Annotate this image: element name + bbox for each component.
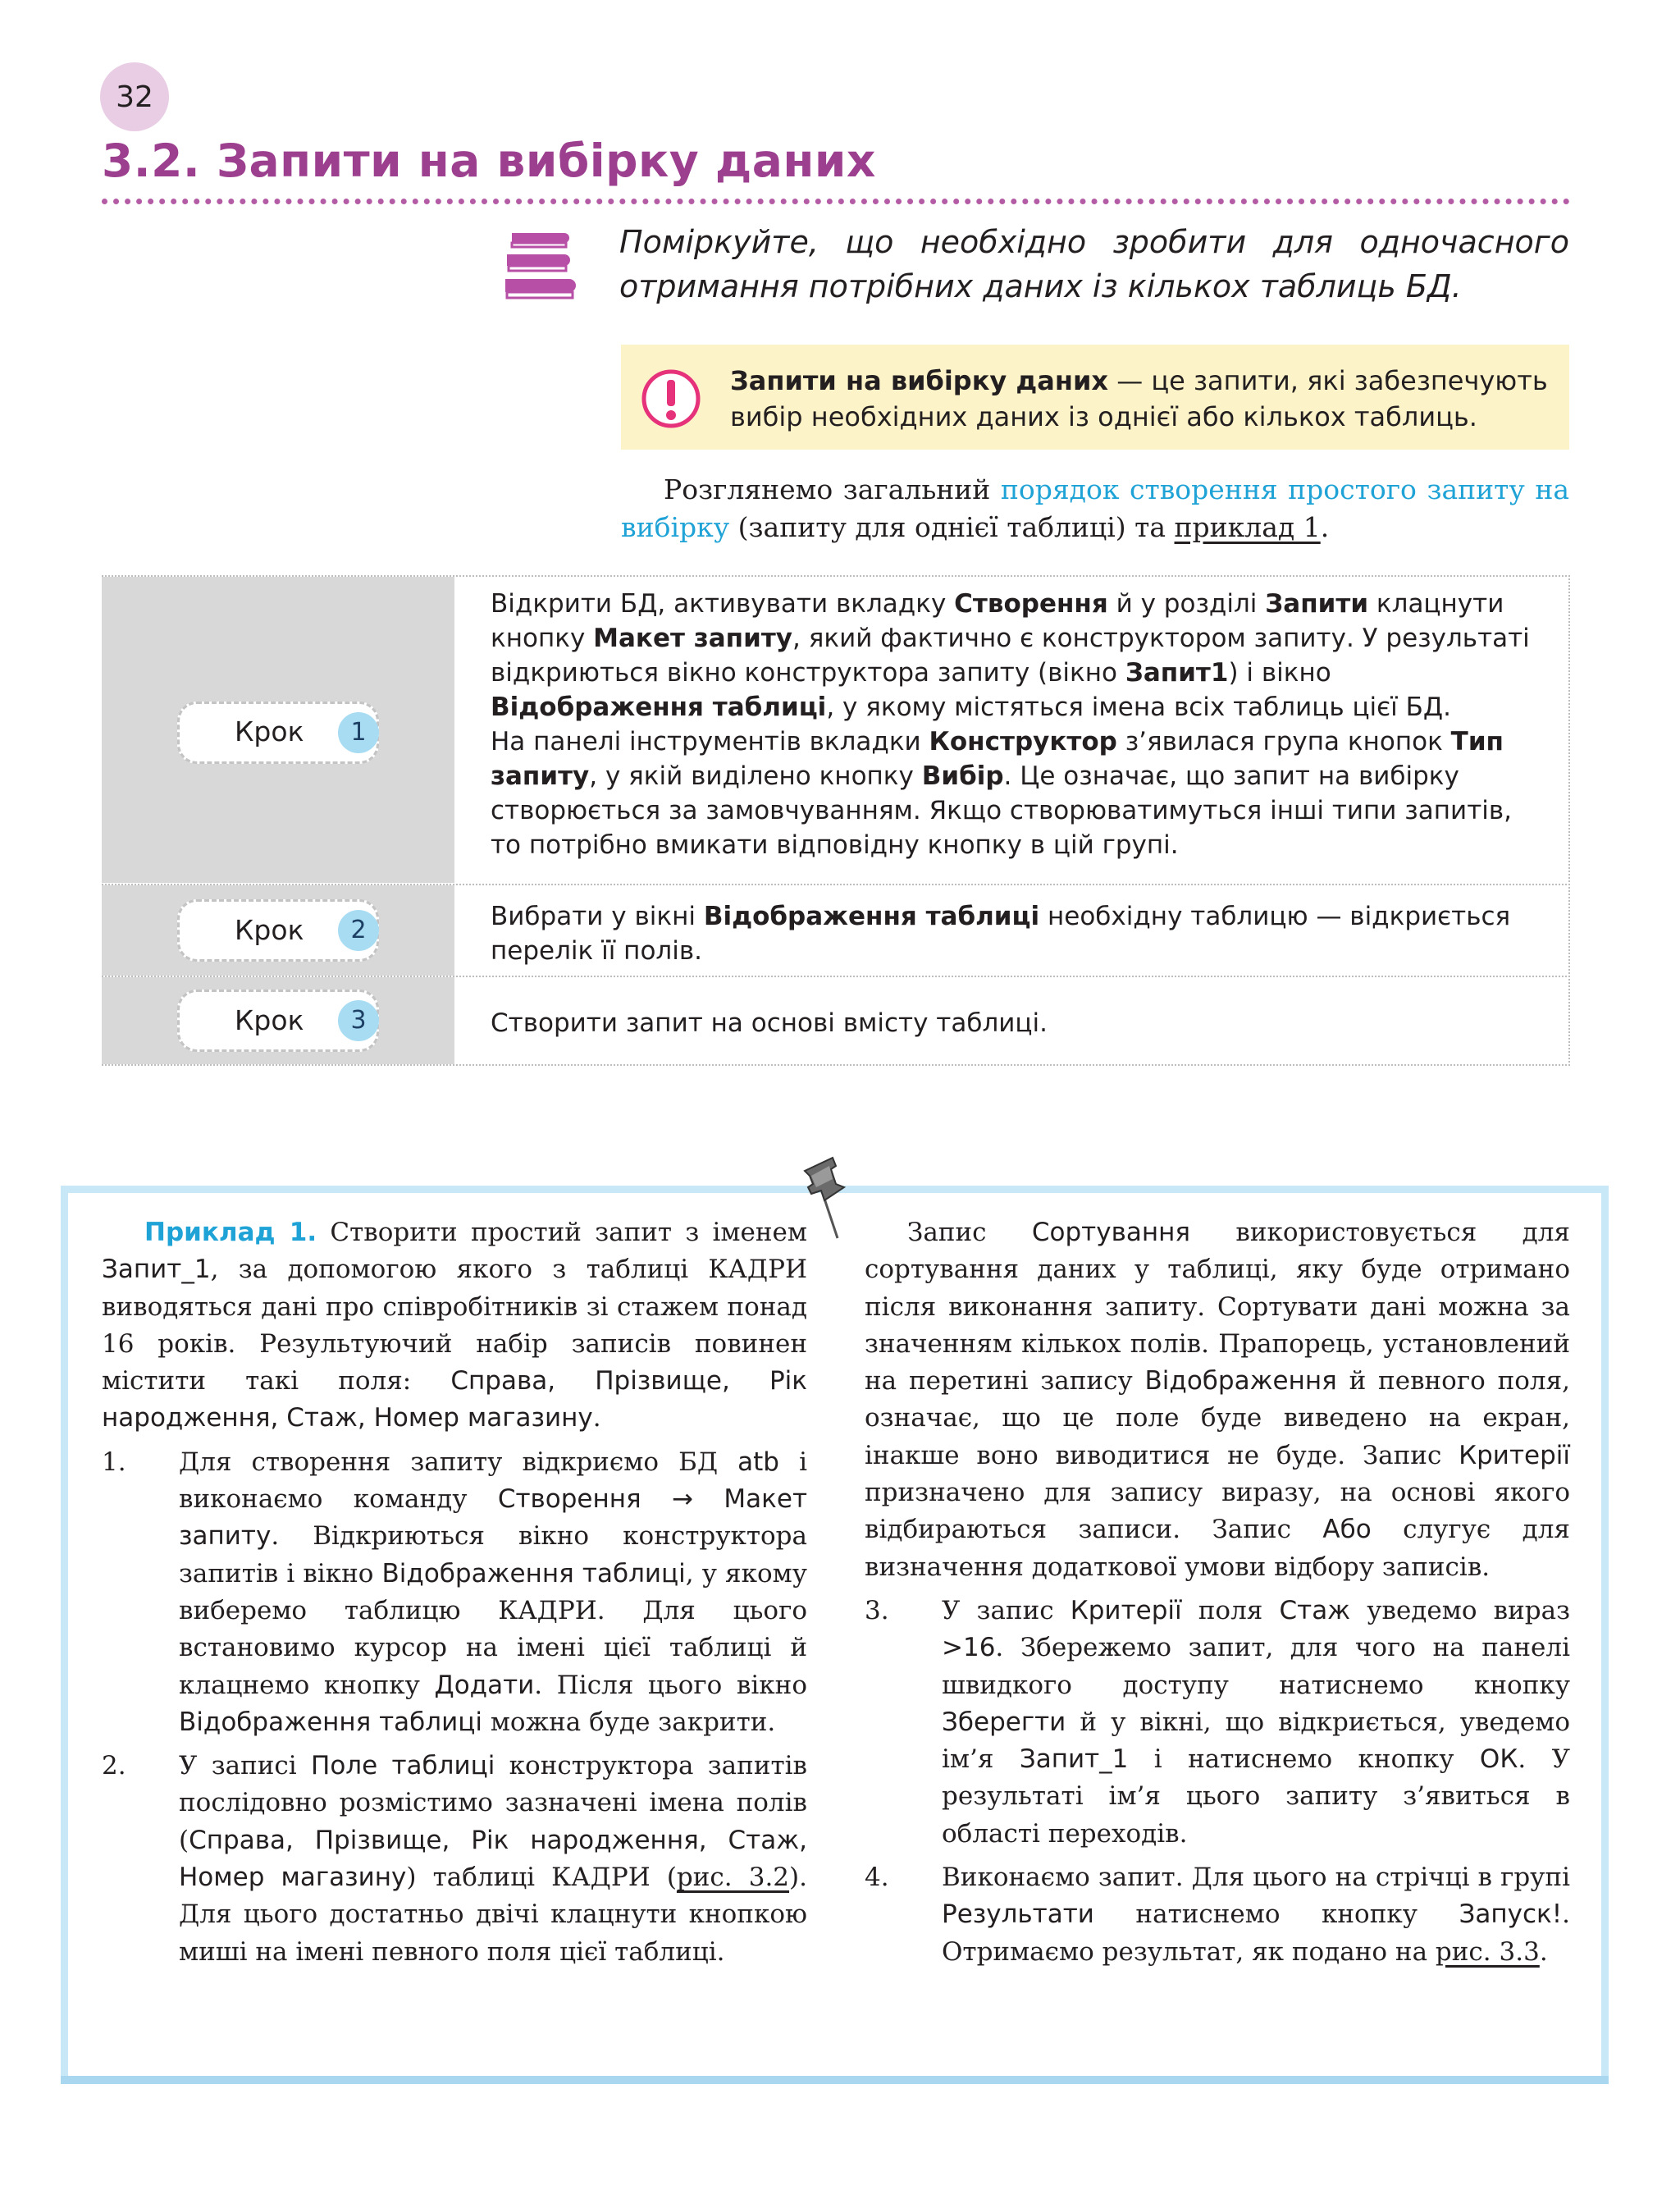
list-item-text — [179, 1748, 807, 1971]
list-item-text — [179, 1444, 807, 1741]
text-run: й у вікні, що відкриється, уведемо ім’я — [942, 1707, 1570, 1775]
step-2-text — [454, 889, 1570, 968]
text-run: й у розділі — [1107, 589, 1266, 619]
list-item-number: 1. — [102, 1447, 126, 1477]
text-run: використовується для сортування даних у таблиці, яку буде отримано після виконання запиту. Сортувати дані можна за значенням кількох полів. Прапорець, установлений на перетині запису — [865, 1218, 1570, 1396]
text-run: У запис — [942, 1595, 1071, 1625]
text-run: . Отримаємо результат, як подано на — [942, 1899, 1570, 1967]
text-run: натиснемо кнопку — [1093, 1899, 1459, 1930]
step-1-text — [454, 577, 1570, 862]
definition-term: Запити на вибірку даних — [730, 365, 1109, 396]
text-run: клацнути кнопку — [491, 589, 1504, 653]
text-run: У записі — [179, 1751, 312, 1781]
text-run: ОК — [1479, 1744, 1518, 1775]
text-run: Критерії — [1070, 1595, 1182, 1625]
text-run: , у якій виділено кнопку — [589, 761, 922, 791]
text-run: Критерії — [1459, 1440, 1570, 1470]
pushpin-icon — [800, 1151, 857, 1241]
text-run: Або — [1322, 1515, 1372, 1545]
text-run: . Після цього вікно — [534, 1670, 807, 1700]
text-run: Сортування — [1031, 1218, 1191, 1247]
list-item-number: 4. — [865, 1863, 889, 1893]
text-run: можна буде закрити. — [482, 1707, 776, 1737]
text-run: Запис — [907, 1218, 1032, 1247]
intro-text-middle: (запиту для однієї таблиці) та — [729, 511, 1175, 543]
text-run: Результати — [942, 1899, 1094, 1930]
example-intro — [102, 1214, 807, 1438]
list-item — [865, 1859, 1570, 1971]
text-run: Виконаємо запит. Для цього на стрічці в групі — [942, 1863, 1570, 1893]
text-run: з’явилася група кнопок — [1116, 727, 1451, 757]
text-run: Відображення таблиці — [703, 902, 1040, 931]
text-run: На панелі інструментів вкладки — [491, 727, 929, 757]
example-label: Приклад 1. — [144, 1218, 317, 1247]
text-run: Запит_1 — [102, 1255, 211, 1285]
text-run: поля — [1181, 1595, 1280, 1625]
step-3-label: Крок — [235, 1004, 304, 1036]
text-run: слугує для визначення додаткової умови відбору записів. — [865, 1515, 1570, 1582]
text-run: Відкрити БД, активувати вкладку — [491, 589, 955, 619]
text-run: і натиснемо кнопку — [1128, 1744, 1480, 1775]
text-run: Макет запиту — [593, 624, 792, 653]
text-run: і виконаємо команду — [179, 1447, 807, 1515]
books-icon — [500, 223, 586, 309]
text-run: Запити — [1265, 589, 1369, 619]
step-2-number: 2 — [338, 910, 379, 951]
list-item — [102, 1444, 807, 1741]
text-run: Запит1 — [1125, 658, 1229, 688]
example-right-paragraph — [865, 1214, 1570, 1586]
list-item — [102, 1748, 807, 1971]
text-run: Створити простий запит з іменем — [317, 1218, 807, 1247]
text-run: Вибір — [921, 761, 1004, 791]
text-run: . У результаті ім’я цього запиту з’явиться в області переходів. — [942, 1744, 1570, 1849]
text-run: призначено для запису виразу, на основі якого відбираються записи. Запис — [865, 1478, 1570, 1545]
text-run: , у якому виберемо таблицю КАДРИ. Для цього встановимо курсор на імені цієї таблиці й клацнемо кнопку — [179, 1558, 807, 1700]
text-run: , який фактично є конструктором запиту. У результаті відкриються вікно конструктора запиту (вікно — [491, 624, 1530, 688]
text-run: ) таблиці КАДРИ ( — [406, 1863, 677, 1893]
example-frame-shadow — [61, 2076, 1609, 2084]
text-run: Зберегти — [942, 1707, 1066, 1737]
section-title: 3.2. Запити на вибірку даних — [102, 135, 876, 187]
text-run: Створення — [954, 589, 1108, 619]
list-item — [865, 1593, 1570, 1853]
text-run: Вибрати у вікні — [491, 902, 704, 931]
text-run: й певного поля, означає, що це поле буде виведено на екран, інакше воно виводитися не буде. Запис — [865, 1366, 1570, 1470]
text-run: . Відкриються вікно конструктора запитів і вікно — [179, 1521, 807, 1588]
text-run: конструктора запитів послідовно розмістимо зазначені імена полів ( — [179, 1751, 807, 1855]
step-1-number: 1 — [338, 712, 379, 753]
list-item-text — [942, 1593, 1570, 1853]
exclamation-icon — [640, 368, 702, 430]
figure-reference[interactable]: рис. 3.2 — [676, 1863, 790, 1893]
text-run: atb — [737, 1447, 779, 1477]
text-run: необхідну таблицю — відкриється перелік її полів. — [491, 902, 1511, 966]
text-run: ). Для цього достатньо двічі клацнути кнопкою миші на імені певного поля цієї таблиці. — [179, 1863, 807, 1967]
text-run: Тип запиту — [491, 727, 1504, 791]
step-3-number: 3 — [338, 1000, 379, 1041]
example-reference[interactable]: приклад 1 — [1174, 511, 1321, 543]
text-run: Відображення таблиці — [179, 1707, 482, 1737]
text-run: Справа, Прізвище, Рік народження, Стаж, Номер магазину — [179, 1825, 807, 1893]
text-run: Створити запит на основі вмісту таблиці. — [491, 1008, 1048, 1038]
list-item-text — [942, 1859, 1570, 1971]
page-number: 32 — [116, 80, 153, 114]
text-run: . — [592, 1403, 601, 1433]
text-run: Для створення запиту відкриємо БД — [179, 1447, 738, 1477]
text-run: , за допомогою якого з таблиці КАДРИ виводяться дані про співробітників зі стажем понад 16 років. Результуючий набір записів повинен містити такі поля: — [102, 1255, 807, 1396]
text-run: . Збережемо запит, для чого на панелі швидкого доступу натиснемо кнопку — [942, 1633, 1570, 1700]
title-divider — [102, 199, 1570, 204]
text-run: уведемо вираз — [1350, 1595, 1570, 1625]
text-run: ) і вікно — [1228, 658, 1331, 688]
figure-reference[interactable]: рис. 3.3 — [1435, 1936, 1540, 1967]
intro-paragraph — [621, 471, 1569, 546]
text-run: Відображення — [1144, 1366, 1337, 1396]
text-run: , у якому містяться імена всіх таблиць цієї БД. — [826, 693, 1451, 722]
text-run: Запуск! — [1459, 1899, 1563, 1930]
text-run: . Це означає, що запит на вибірку створюється за замовчуванням. Якщо створюватимуться інші типи запитів, то потрібно вмикати відповідну кнопку в цій групі. — [491, 761, 1512, 860]
intro-text-end: . — [1320, 511, 1330, 543]
text-run: Конструктор — [929, 727, 1117, 757]
text-run: Відображення таблиці — [381, 1558, 686, 1588]
step-1-label: Крок — [235, 715, 304, 747]
text-run: Створення → Макет запиту — [179, 1484, 808, 1552]
list-item-number: 2. — [102, 1751, 126, 1781]
text-run: Стаж — [1279, 1595, 1351, 1625]
list-item-number: 3. — [865, 1595, 889, 1625]
text-run: Поле таблиці — [311, 1751, 495, 1781]
definition-text — [730, 363, 1550, 435]
text-run: Відображення таблиці — [491, 693, 827, 722]
definition-body: — це запити, які забезпечують вибір необхідних даних із однієї або кількох таблиць. — [730, 365, 1548, 432]
text-run: . — [1539, 1936, 1548, 1967]
example-left-column — [102, 1214, 807, 1971]
text-run: Запит_1 — [1019, 1744, 1129, 1775]
text-run: Додати — [434, 1670, 535, 1700]
think-prompt: Поміркуйте, що необхідно зробити для одночасного отримання потрібних даних із кількох таблиць БД. — [619, 224, 1569, 304]
text-run: >16 — [942, 1633, 996, 1663]
example-right-column — [865, 1214, 1570, 1971]
text-run: Справа, Прізвище, Рік народження, Стаж, Номер магазину — [102, 1366, 807, 1433]
procedure-link[interactable]: порядок створення простого запиту на вибірку — [621, 473, 1569, 543]
example-intro-text — [102, 1218, 807, 1433]
intro-text: Розглянемо загальний — [664, 473, 1001, 505]
step-2-label: Крок — [235, 914, 304, 946]
step-3-text — [454, 996, 1570, 1040]
